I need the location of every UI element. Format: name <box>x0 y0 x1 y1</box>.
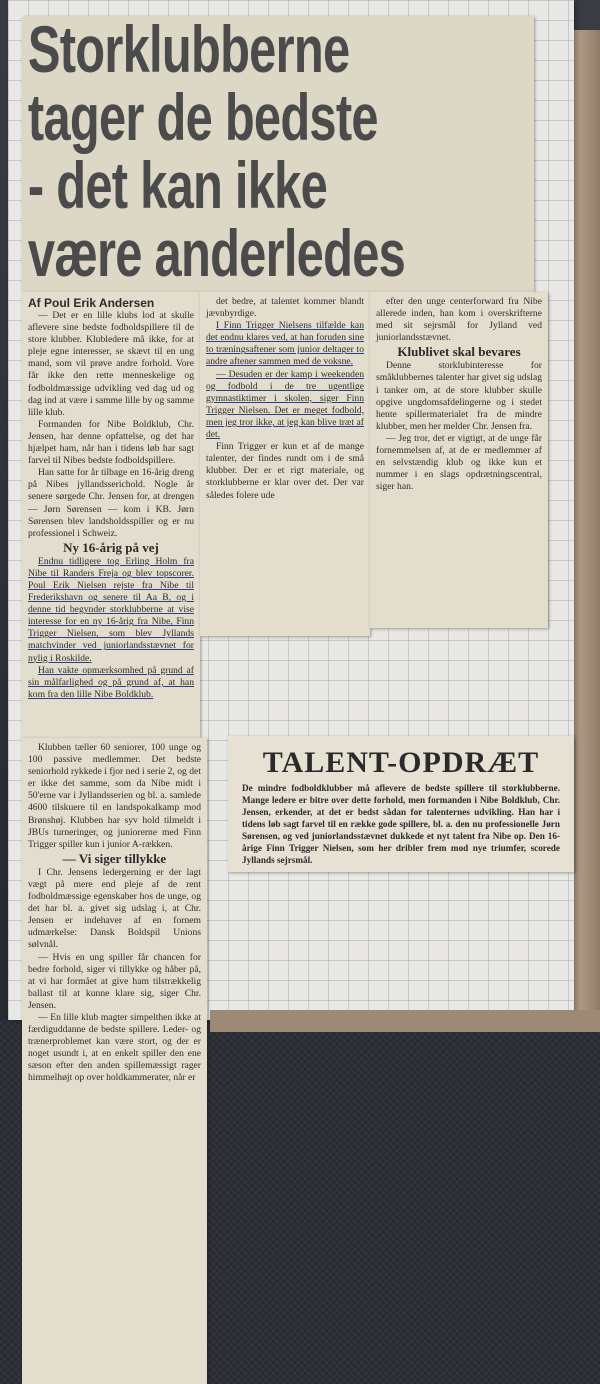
paper-strip <box>210 1010 600 1032</box>
headline-line: - det kan ikke <box>27 148 328 222</box>
paragraph: Endnu tidligere tog Erling Holm fra Nibe til Randers Freja og blev topscorer. Poul Erik Nielsen rejste fra Nibe til Frederikshavn og senere til Aa B, og i denne tid begynder storklubberne at vise interesse for en ny 16-årig fra Nibe, Finn Trigger Nielsen, som blev Jyllands matchvinder ved juniorlandsstævnet for nylig i Roskilde. <box>28 555 194 664</box>
paragraph: I Finn Trigger Nielsens tilfælde kan det endnu klares ved, at han foruden sine to træningsaftener som junior deltager to andre aftener sammen med de voksne. <box>206 320 364 368</box>
notebook-page-edge <box>574 30 600 1030</box>
headline-line: være anderledes <box>27 216 406 290</box>
paragraph: — Jeg tror, det er vigtigt, at de unge får fornemmelsen af, at de er medlemmer af en selvstændig klub og ikke kun et nummer i en slags opdrætningscentral, siger han. <box>376 432 542 493</box>
article-continuation <box>22 738 207 1384</box>
paragraph: Han satte for år tilbage en 16-årig dreng på Nibes jyllandsserichold. Nogle år senere sørgede Chr. Jensen for, at drengen — Jørn Sørensen — kom i KB. Jørn Sørensen blev landsholdsspiller og er nu professionel i Schweiz. <box>28 467 194 539</box>
headline-line: tager de bedste <box>27 80 378 154</box>
paragraph: Han vakte opmærksomhed på grund af sin målfarlighed og på grund af, at han kom fra den lille Nibe Boldklub. <box>28 664 194 700</box>
caption-title: TALENT-OPDRÆT <box>262 746 540 779</box>
headline <box>22 12 406 292</box>
paragraph: I Chr. Jensens ledergerning er der lagt vægt på mere end pleje af de rent fodboldmæssige egenskaber hos de unge, og det har bl. a. givet sig udslag i, at Chr. Jensen er indehaver af en fornem udmærkelse: Dansk Boldspil Unions sølvnål. <box>28 866 201 951</box>
subheading: — Vi siger tillykke <box>62 850 167 866</box>
paragraph: — Desuden er der kamp i weekenden og fodbold i de tre ugentlige gymnastiktimer i skolen, siger Finn Trigger Nielsen. Det er meget fodbold, men jeg tror ikke, at jeg kan blive træt af det. <box>206 368 364 441</box>
paragraph: — Det er en lille klubs lod at skulle aflevere sine bedste fodboldspillere til de store klubber. Klubledere må ikke, for at pleje egne interesser, se skævt til en ung mand, som vil prøve andre forhold. Vore får ikke den rette menneskelige og fodboldmæssige udvikling ved dag ud og dag ind at være i samme lille by og samme lille klub. <box>28 310 194 418</box>
talent-caption-clipping <box>228 736 574 872</box>
article-column-3 <box>370 292 548 628</box>
byline: Af Poul Erik Andersen <box>28 296 155 310</box>
article-column-2 <box>200 292 370 636</box>
paragraph: Klubben tæller 60 seniorer, 100 unge og 100 passive medlemmer. Det bedste seniorhold rykkede i fjor ned i serie 2, og det er ikke det samme, som da Nibe midt i 50'erne var i Jyllandsserien og bl. a. samlede 4600 tilskuere til en landspokalkamp mod Brønshøj. Klubben har syv hold tilmeldt i JBUs turneringer, og juniorerne med Finn Trigger spiller kun i junior A-rækken. <box>28 742 201 850</box>
article-column-1 <box>22 292 200 738</box>
headline-line: Storklubberne <box>27 12 350 86</box>
paragraph: Formanden for Nibe Boldklub, Chr. Jensen, har denne opfattelse, og det har hjælpet ham, når han i tidens løb har sagt farvel til Nibes bedste fodboldspillere. <box>28 418 194 467</box>
caption-body: De mindre fodboldklubber må aflevere de bedste spillere til storklubberne. Mange ledere er bitre over dette forhold, men formanden i Nibe Boldklub, Chr. Jensen, erkender, at det er bedst sådan for talenternes udvikling. Han har i tidens løb sagt farvel til en række gode spillere, bl. a. den nu professionelle Jørn Sørensen, og ved juniorlandsstævnet dukkede et nyt talent fra Nibe op. Den 16-årige Finn Trigger Nielsen, som her dribler frem mod nye triumfer, scorede Jyllands sejrsmål. <box>242 783 560 865</box>
subheading: Klublivet skal bevares <box>397 344 521 360</box>
paragraph: — En lille klub magter simpelthen ikke at færdiguddanne de bedste spillere. Leder- og trænerproblemet kan være stort, og der er noget usundt i, at en enkelt spiller den ene sæson efter den anden spillemæssigt rager himmelhøjt op over holdkammerater, når er <box>28 1011 201 1084</box>
paragraph: Denne storklubinteresse for småklubbernes talenter har givet sig udslag i tanker om, at de store klubber skulle opgive ungdomsafdelingerne og i stedet hente spillermaterialet fra de mindre klubber, men her melder Chr. Jensen fra. <box>376 360 542 432</box>
paragraph: Finn Trigger er kun et af de mange talenter, der findes rundt om i de små klubber. Der er et rigt materiale, og storklubberne er klar over det. Der var således folere ude <box>206 441 364 501</box>
paragraph: efter den unge centerforward fra Nibe allerede inden, han kom i overskrifterne med sit sejrsmål for Jylland ved juniorlandsstævnet. <box>376 296 542 344</box>
subheading: Ny 16-årig på vej <box>63 539 159 555</box>
paragraph: — Hvis en ung spiller får chancen for bedre forhold, siger vi tillykke og håber på, at vi har formået at give ham tilstrækkelig ballast til at kunne klare sig, siger Chr. Jensen. <box>28 951 201 1011</box>
paragraph: det bedre, at talentet kommer blandt jævnbyrdige. <box>206 296 364 320</box>
